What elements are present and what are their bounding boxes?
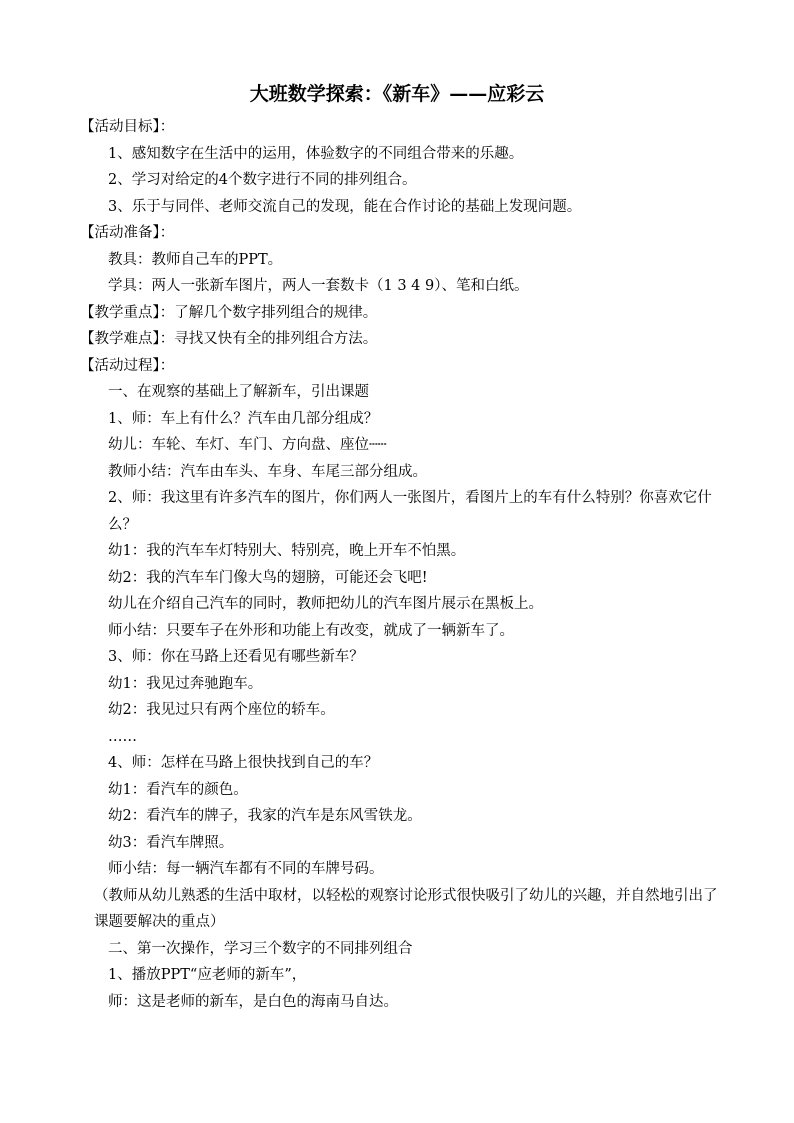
paragraph-line: 教师小结：汽车由车头、车身、车尾三部分组成。 <box>108 463 427 480</box>
paragraph-line: 师小结：只要车子在外形和功能上有改变，就成了一辆新车了。 <box>108 622 514 639</box>
paragraph-line: 2、师：我这里有许多汽车的图片，你们两人一张图片，看图片上的车有什么特别？你喜欢它什么？ <box>108 490 712 533</box>
section-heading: 【教学难点】：寻找又快有全的排列组合方法。 <box>80 331 378 347</box>
paragraph-line: 一、在观察的基础上了解新车，引出课题 <box>108 384 369 400</box>
paragraph-line: 2、学习对给定的4个数字进行不同的排列组合。 <box>108 172 417 188</box>
section-heading: 【活动准备】： <box>80 225 175 241</box>
paragraph-line: 师小结：每一辆汽车都有不同的车牌号码。 <box>108 861 384 877</box>
paragraph-line: 1、播放PPT“应老师的新车”， <box>108 967 307 983</box>
paragraph-line: 幼1：看汽车的颜色。 <box>108 781 248 798</box>
paragraph-line: 幼1：我的汽车车灯特别大、特别亮，晚上开车不怕黑。 <box>108 543 466 559</box>
paragraph-line: 幼2：看汽车的牌子，我家的汽车是东风雪铁龙。 <box>108 808 422 824</box>
document-body <box>80 114 720 1015</box>
paragraph-line: 幼儿：车轮、车灯、车门、方向盘、座位┄┄ <box>108 437 387 453</box>
paragraph-line: 幼2：我的汽车车门像大鸟的翅膀，可能还会飞吧! <box>108 569 428 586</box>
paragraph-line: （教师从幼儿熟悉的生活中取材，以轻松的观察讨论形式很快吸引了幼儿的兴趣，并自然地引出了课题要解决的重点） <box>94 887 718 930</box>
paragraph-line: 3、乐于与同伴、老师交流自己的发现，能在合作讨论的基础上发现问题。 <box>108 198 582 215</box>
section-heading: 【活动目标】： <box>80 119 175 135</box>
paragraph-line: 1、感知数字在生活中的运用，体验数字的不同组合带来的乐趣。 <box>108 145 524 162</box>
paragraph-line: 幼2：我见过只有两个座位的轿车。 <box>108 702 335 718</box>
paragraph-line: 1、师：车上有什么？汽车由几部分组成？ <box>108 410 379 427</box>
paragraph-line: 学具：两人一张新车图片，两人一套数卡（1 3 4 9）、笔和白纸。 <box>108 278 529 294</box>
paragraph-line: …… <box>108 728 137 745</box>
paragraph-line: 3、师：你在马路上还看见有哪些新车？ <box>108 649 364 665</box>
paragraph-line: 教具：教师自己车的PPT。 <box>108 251 283 268</box>
paragraph-line: 幼儿在介绍自己汽车的同时，教师把幼儿的汽车图片展示在黑板上。 <box>108 596 543 612</box>
paragraph-line: 师：这是老师的新车，是白色的海南马自达。 <box>108 993 398 1010</box>
document-title: 大班数学探索：《新车》——应彩云 <box>249 83 545 105</box>
paragraph-line: 幼3：看汽车牌照。 <box>108 834 234 851</box>
section-heading: 【教学重点】：了解几个数字排列组合的规律。 <box>80 304 378 321</box>
section-heading: 【活动过程】： <box>80 357 175 374</box>
paragraph-line: 4、师：怎样在马路上很快找到自己的车？ <box>108 755 379 771</box>
paragraph-line: 幼1：我见过奔驰跑车。 <box>108 675 263 692</box>
paragraph-line: 二、第一次操作，学习三个数字的不同排列组合 <box>108 940 413 957</box>
